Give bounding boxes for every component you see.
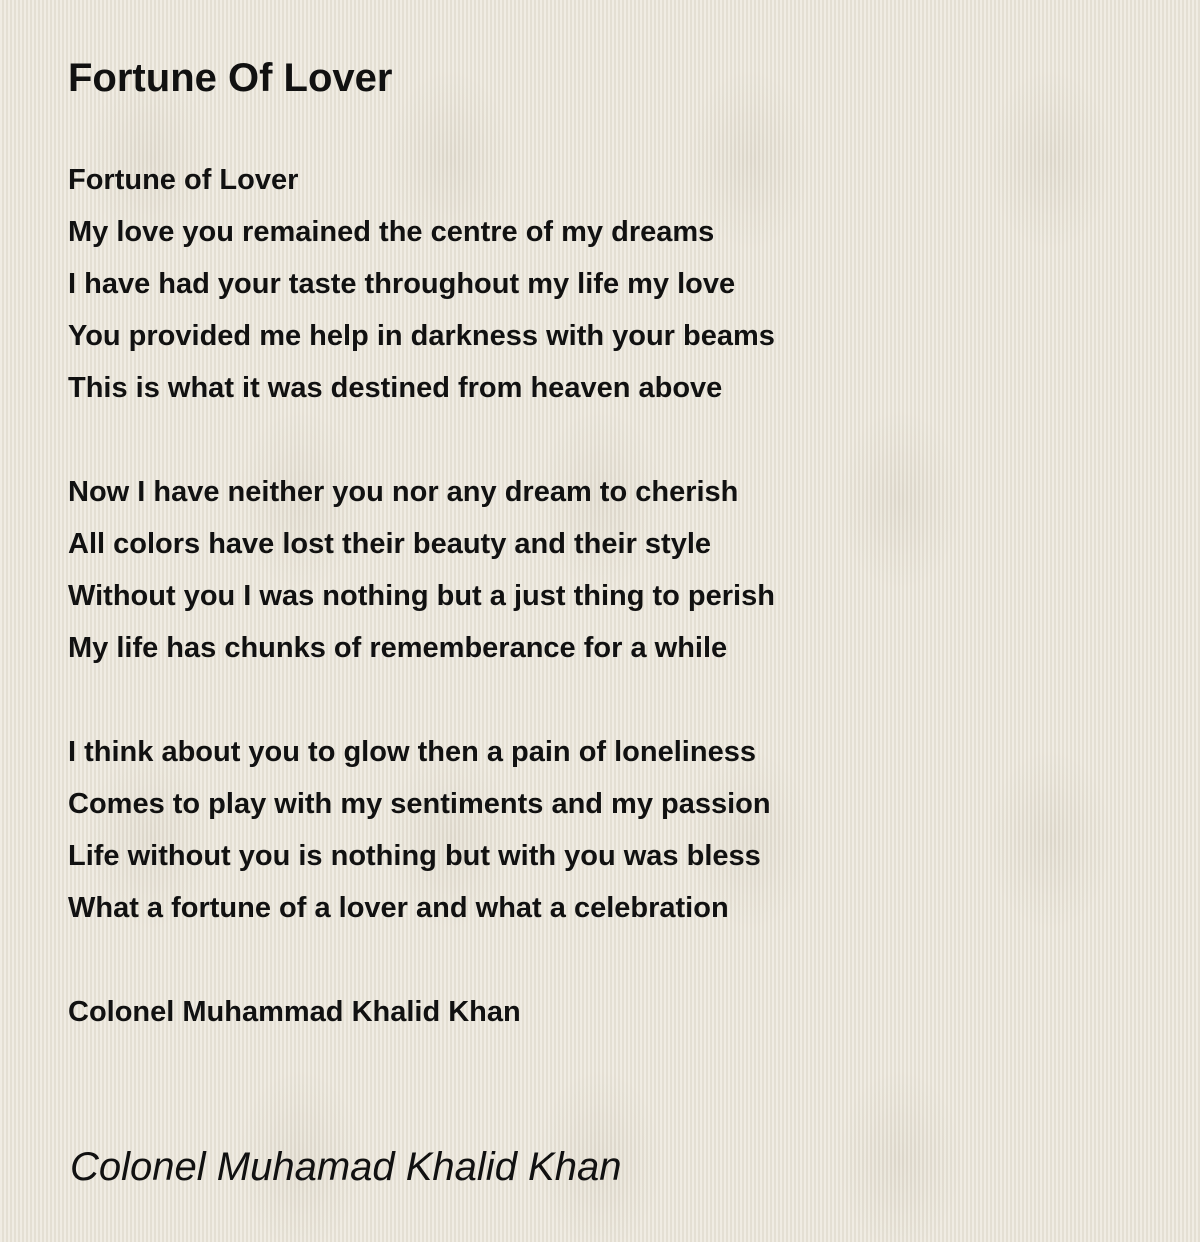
stanza-2: [68, 466, 1128, 674]
poem-author: Colonel Muhammad Khalid Khan: [68, 996, 521, 1028]
poem-line: Without you I was nothing but a just thing to perish: [68, 580, 775, 612]
stanza-1: [68, 154, 1128, 414]
poem-line: Life without you is nothing but with you was bless: [68, 840, 761, 872]
poem-line: I think about you to glow then a pain of loneliness: [68, 736, 756, 768]
poem-line: I have had your taste throughout my life my love: [68, 268, 736, 300]
poem-line: Comes to play with my sentiments and my passion: [68, 788, 771, 820]
stanza-3: [68, 726, 1128, 934]
poem-line: This is what it was destined from heaven above: [68, 372, 723, 404]
poem-line: My love you remained the centre of my dreams: [68, 216, 715, 248]
poem-line: All colors have lost their beauty and their style: [68, 528, 712, 560]
poem-line: Fortune of Lover: [68, 164, 299, 196]
poem-line: You provided me help in darkness with your beams: [68, 320, 775, 352]
stanza-gap: [68, 414, 1128, 466]
poem-line: My life has chunks of rememberance for a while: [68, 632, 728, 664]
author-signature: Colonel Muhamad Khalid Khan: [70, 1145, 622, 1189]
poem-body: [68, 154, 1128, 1038]
stanza-gap: [68, 674, 1128, 726]
poem-title: Fortune Of Lover: [68, 56, 393, 100]
stanza-gap: [68, 934, 1128, 986]
poem-line: What a fortune of a lover and what a celebration: [68, 892, 729, 924]
poem-line: Now I have neither you nor any dream to cherish: [68, 476, 739, 508]
